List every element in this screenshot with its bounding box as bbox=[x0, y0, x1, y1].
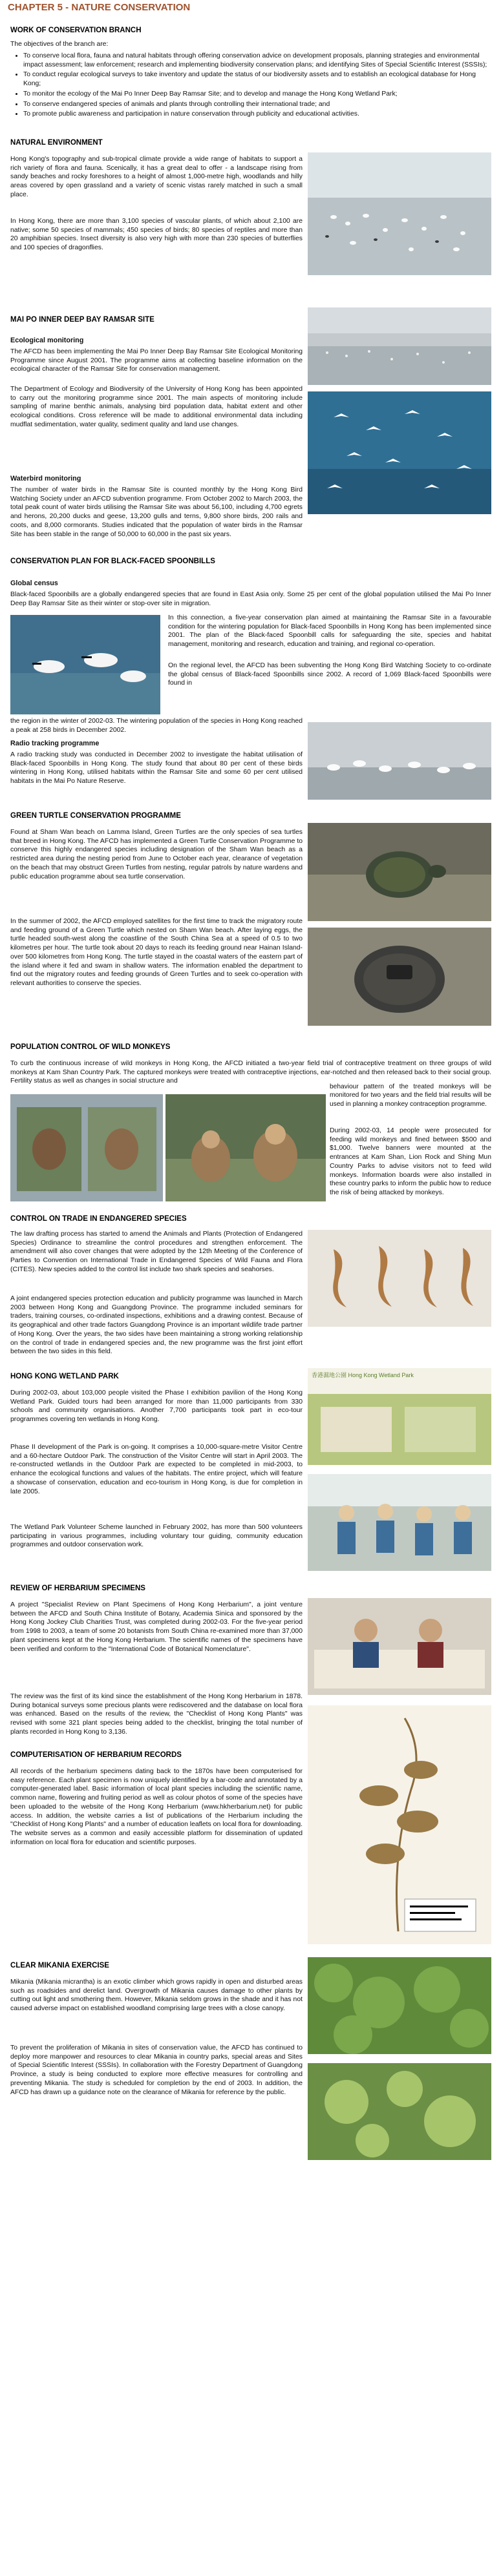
wetland-paragraph-3: The Wetland Park Volunteer Scheme launched in February 2002, has more than 500 volunteers participating in various programmes, including voluntary tour guiding, community education programmes and outdoor conservation work. bbox=[10, 1524, 303, 1549]
section-heading-trade: CONTROL ON TRADE IN ENDANGERED SPECIES bbox=[10, 1215, 187, 1223]
spoonbill-paragraph-2: In this connection, a five-year conservation plan aimed at maintaining the Ramsar Site in a favourable condition for the wintering population for Black-faced Spoonbills in Hong Kong has been implemented since 2001. The plan of the Black-faced Spoonbill calls for safeguarding the site, species and habitat management, monitoring and research, education and training, and regional co-operation. bbox=[168, 614, 491, 649]
maipo-paragraph-1: The AFCD has been implementing the Mai Po Inner Deep Bay Ramsar Site Ecological Monitoring Programme since August 2001. The programme aims at collecting baseline information on the ecological character of the Ramsar Site for conservation management. bbox=[10, 348, 303, 373]
section-heading-monkey: POPULATION CONTROL OF WILD MONKEYS bbox=[10, 1043, 171, 1051]
work-intro: The objectives of the branch are: bbox=[10, 41, 109, 48]
section-heading-herbarium: REVIEW OF HERBARIUM SPECIMENS bbox=[10, 1584, 145, 1592]
spoonbills-photo bbox=[10, 615, 160, 714]
monkey-paragraph-1b: behaviour pattern of the treated monkeys will be monitored for two years and the field trial results will be used in planning a monkey contraception programme. bbox=[330, 1083, 491, 1108]
wetland-banner-text: 香港濕地公園 Hong Kong Wetland Park bbox=[312, 1372, 414, 1378]
monkey-paragraph-2: During 2002-03, 14 people were prosecuted for feeding wild monkeys and fined between $500 and $1,000. Twelve banners were mounted at the entrances at Kam Shan, Lion Rock and Shing Mun Country Parks to advise visitors not to feed wild monkeys. Information boards were also installed in these country parks to inform the public how to reduce the risk of being attacked by monkeys. bbox=[330, 1127, 491, 1197]
herbarium-paragraph-2: The review was the first of its kind since the establishment of the Hong Kong Herbarium in 1878. During botanical surveys some precious plants were rediscovered and the database on local flora was enhanced. Based on the results of the review, the "Checklist of Hong Kong Plants" was revised with some 321 plant species being added to the checklist, bringing the total number of plants recorded in Hong Kong to 3,136. bbox=[10, 1693, 303, 1736]
wetland-birds-photo bbox=[308, 152, 491, 275]
subheading-global-census: Global census bbox=[10, 579, 58, 587]
spoonbill-paragraph-3a: On the regional level, the AFCD has been subventing the Hong Kong Bird Watching Society to co-ordinate the global census of Black-faced Spoonbills since 2002. A record of 1,069 Black-faced Spoonbills were found in bbox=[168, 662, 491, 687]
section-heading-spoonbill: CONSERVATION PLAN FOR BLACK-FACED SPOONBILLS bbox=[10, 557, 215, 565]
list-item: • To conduct regular ecological surveys to take inventory and update the status of our biodiversity assets and to establish an ecological database for Hong Kong; bbox=[23, 70, 495, 88]
section-heading-maipo: MAI PO INNER DEEP BAY RAMSAR SITE bbox=[10, 316, 155, 324]
monkey-paragraph-1: To curb the continuous increase of wild monkeys in Hong Kong, the AFCD initiated a two-year field trial of contraceptive treatment on three groups of wild monkeys at Kam Shan Country Park. The captured monkeys were treated with contraceptive injections, ear-notched and then released back to their social group. Fertility status as well as changes in social structure and bbox=[10, 1060, 491, 1085]
herbarium-review-photo bbox=[308, 1598, 491, 1695]
maipo-paragraph-3: The number of water birds in the Ramsar Site is counted monthly by the Hong Kong Bird Watching Society under an AFCD subvention programme. From October 2002 to March 2003, the total peak count of water birds utilising the Ramsar Site was about 56,100, including 4,700 egrets and herons, 20,200 ducks and geese, 13,200 gulls and terns, 9,800 shore birds, 200 rails and coots, and 8,000 cormorants. Studies indicated that the population of water birds in the Ramsar Site has been stable in the range of 50,000 to 60,000 in the past six years. bbox=[10, 486, 303, 538]
subheading-radio-tracking: Radio tracking programme bbox=[10, 740, 100, 747]
spoonbill-paragraph-3b: the region in the winter of 2002-03. The wintering population of the species in Hong Kong reached a peak at 258 birds in December 2002. bbox=[10, 718, 303, 734]
maipo-paragraph-2: The Department of Ecology and Biodiversity of the University of Hong Kong has been appointed to carry out the monitoring programme since 2001. The main aspects of monitoring include sampling of marine benthic animals, analysing bird population data, habitat extent and other ecological conditions. Cross reference will be made to additional environmental data including mudflat sedimentation, water quality, sediment quality and land use changes. bbox=[10, 386, 303, 428]
mikania-photo-1 bbox=[308, 1957, 491, 2054]
volunteers-photo bbox=[308, 1474, 491, 1571]
spoonbill-paragraph-1: Black-faced Spoonbills are a globally endangered species that are found in East Asia only. Some 25 per cent of the global population utilised the Mai Po Inner Deep Bay Ramsar Site as their winter or stop-over site in migration. bbox=[10, 591, 491, 607]
section-heading-turtle: GREEN TURTLE CONSERVATION PROGRAMME bbox=[10, 812, 181, 820]
natural-paragraph-1: Hong Kong's topography and sub-tropical climate provide a wide range of habitats to support a rich variety of flora and fauna. Scenically, it has a great deal to offer - a landscape rising from sandy beaches and rocky foreshores to a height of almost 1,000-metre high, woodlands and hilly areas covered by open grassland and a variety of scenic vistas rarely matched in such a small place. bbox=[10, 156, 303, 198]
mikania-paragraph-1: Mikania (Mikania micrantha) is an exotic climber which grows rapidly in open and disturbed areas such as roadsides and derelict land. Overgrowth of Mikania causes damage to other plants by cutting out light and smothering them. However, Mikania seldom grows in the shade and it has not caused adverse impact on established woodland comprising large trees with a close canopy. bbox=[10, 1979, 303, 2013]
mikania-photo-2 bbox=[308, 2063, 491, 2160]
trade-paragraph-1: The law drafting process has started to amend the Animals and Plants (Protection of Endangered Species) Ordinance to streamline the control procedures and strengthen enforcement. The amendment will also cover changes that were adopted by the 12th Meeting of the Conference of Parties to Convention on International Trade in Endangered Species of Wild Fauna and Flora (CITES). New species added to the control list include two shark species and seahorses. bbox=[10, 1231, 303, 1273]
list-item: • To monitor the ecology of the Mai Po Inner Deep Bay Ramsar Site; and to develop and manage the Hong Kong Wetland Park; bbox=[23, 90, 495, 99]
list-item: • To conserve endangered species of animals and plants through controlling their international trade; and bbox=[23, 100, 495, 109]
satellite-tag-turtle-photo bbox=[308, 928, 491, 1026]
mudflat-photo bbox=[308, 307, 491, 385]
computer-paragraph-1: All records of the herbarium specimens dating back to the 1870s have been computerised for easy reference. Each plant specimen is now uniquely identified by a bar-code and annotated by a computer-generated label. Basic information of local plant species including the scientific name, common name, flowering and fruiting period as well as colour photos of some of the species have been uploaded to the website of the Hong Kong Herbarium (www.hkherbarium.net) for public access. In addition, the website carries a list of publications of the Herbarium including the "Checklist of Hong Kong Plants" and a number of education leaflets on local flora for downloading. The website serves as a common and easily accessible platform for dissemination of updated information on local flora for education and scientific purposes. bbox=[10, 1768, 303, 1846]
monkey-treatment-photo bbox=[10, 1094, 163, 1201]
spoonbill-paragraph-4: A radio tracking study was conducted in December 2002 to investigate the habitat utilisation of Black-faced Spoonbills in Hong Kong. The study found that about 80 per cent of these birds wintering in Hong Kong, utilised habitats within the Ramsar Site and some 60 per cent utilised habitats in the Mai Po Nature Reserve. bbox=[10, 751, 303, 785]
flying-egrets-photo bbox=[308, 391, 491, 514]
herbarium-specimen-sheet bbox=[308, 1705, 491, 1944]
section-heading-natural: NATURAL ENVIRONMENT bbox=[10, 139, 103, 147]
subheading-ecological-monitoring: Ecological monitoring bbox=[10, 337, 84, 344]
section-heading-mikania: CLEAR MIKANIA EXERCISE bbox=[10, 1962, 109, 1969]
green-turtle-photo bbox=[308, 823, 491, 921]
subheading-waterbird-monitoring: Waterbird monitoring bbox=[10, 475, 81, 483]
herbarium-paragraph-1: A project "Specialist Review on Plant Specimens of Hong Kong Herbarium", a joint venture between the AFCD and South China Institute of Botany, Academia Sinica and sponsored by the Hong Kong Jockey Club Charities Trust, was completed during 2002-03. For the five-year period from 1998 to 2003, a team of some 20 botanists from South China re-examined more than 37,000 plant specimens kept at the Hong Kong Herbarium. The scientific names of the specimens have been verified and conform to the "International Code of Botanical Nomenclature". bbox=[10, 1601, 303, 1653]
objectives-list bbox=[10, 52, 495, 120]
mikania-paragraph-2: To prevent the proliferation of Mikania in sites of conservation value, the AFCD has continued to deploy more manpower and resources to clear Mikania in country parks, special areas and Sites of Special Scientific Interest (SSSIs). In collaboration with the Forestry Department of Guangdong Province, a study is being conducted to explore more effective measures for controlling and preventing Mikania. The study is scheduled for completion by the end of 2003. In addition, the AFCD has drawn up a guidance note on the clearance of Mikania for reference by the public. bbox=[10, 2044, 303, 2096]
wetland-park-photo bbox=[308, 1368, 491, 1465]
wetland-paragraph-1: During 2002-03, about 103,000 people visited the Phase I exhibition pavilion of the Hong Kong Wetland Park. Guided tours had been arranged for more than 11,000 participants from 330 schools and community organisations. Another 7,700 participants took part in eco-tour programmes covering ten wetlands in Hong Kong. bbox=[10, 1389, 303, 1424]
trade-paragraph-2: A joint endangered species protection education and publicity programme was launched in March 2003 between Hong Kong and Guangdong Province. The programme included seminars for traders, training courses, co-ordinated inspections, exhibitions and a drawing contest. Because of its geographical and other trade factors Guangdong Province is an important wildlife trade partner of Hong Kong. Over the years, the two sides have been maintaining a strong working relationship on the control of trade in endangered species and, the new programme was the first joint effort between the two sides in this field. bbox=[10, 1295, 303, 1356]
wetland-paragraph-2: Phase II development of the Park is on-going. It comprises a 10,000-square-metre Visitor Centre and a 60-hectare Outdoor Park. The construction of the Visitor Centre will start in April 2003. The re-constructed wetlands in the Outdoor Park are expected to be completed in mid-2003, to enhance the ecological functions and values of the habitats. The entire project, which will feature a showcase of conservation, education and eco-tourism in Hong Kong, is due for completion in late 2005. bbox=[10, 1444, 303, 1495]
seahorse-specimens-photo bbox=[308, 1230, 491, 1327]
section-heading-wetland: HONG KONG WETLAND PARK bbox=[10, 1373, 119, 1380]
natural-paragraph-2: In Hong Kong, there are more than 3,100 species of vascular plants, of which about 2,100 are native; some 50 species of mammals; 450 species of birds; 80 species of reptiles and more than 20 amphibian species. Insect diversity is also very high with more than 230 species of butterflies and 100 species of dragonflies. bbox=[10, 218, 303, 252]
turtle-paragraph-2: In the summer of 2002, the AFCD employed satellites for the first time to track the migratory route and feeding ground of a Green Turtle which nested on Sham Wan beach. After laying eggs, the turtle headed south-west along the coastline of the South China Sea at a speed of 0.5 to two kilometres per hour. The turtle took about 20 days to reach its feeding ground near Hainan Island-over 500 kilometres from Hong Kong. The turtle stayed in the coastal waters of the eastern part of the island where it fed and swam in shallow waters. The information enabled the department to find out the migratory routes and feeding grounds of Green Turtles and to seek co-operation with relevant authorities to conserve the species. bbox=[10, 918, 303, 988]
list-item: • To conserve local flora, fauna and natural habitats through offering conservation advice on development proposals, planning strategies and environmental impact assessment; law enforcement; research and implementing biodiversity conservation plans; and identifying Sites of Special Scientific Interest (SSSIs); bbox=[23, 52, 495, 69]
chapter-title: CHAPTER 5 - NATURE CONSERVATION bbox=[8, 2, 191, 13]
section-heading-computer: COMPUTERISATION OF HERBARIUM RECORDS bbox=[10, 1751, 182, 1759]
turtle-paragraph-1: Found at Sham Wan beach on Lamma Island, Green Turtles are the only species of sea turtles that breed in Hong Kong. The AFCD has implemented a Green Turtle Conservation Programme to conserve this highly endangered species including designation of the Sham Wan beach as a restricted area during the nesting period from June to October each year, clearance of vegetation on the beach that may obstruct Green Turtles from nesting, regular patrols by nature wardens and public education programme about sea turtle conservation. bbox=[10, 829, 303, 880]
section-heading-work: WORK OF CONSERVATION BRANCH bbox=[10, 26, 142, 34]
spoonbills-flock-photo bbox=[308, 722, 491, 800]
monkeys-group-photo bbox=[165, 1094, 326, 1201]
list-item: • To promote public awareness and participation in nature conservation through publicity and educational activities. bbox=[23, 110, 495, 119]
